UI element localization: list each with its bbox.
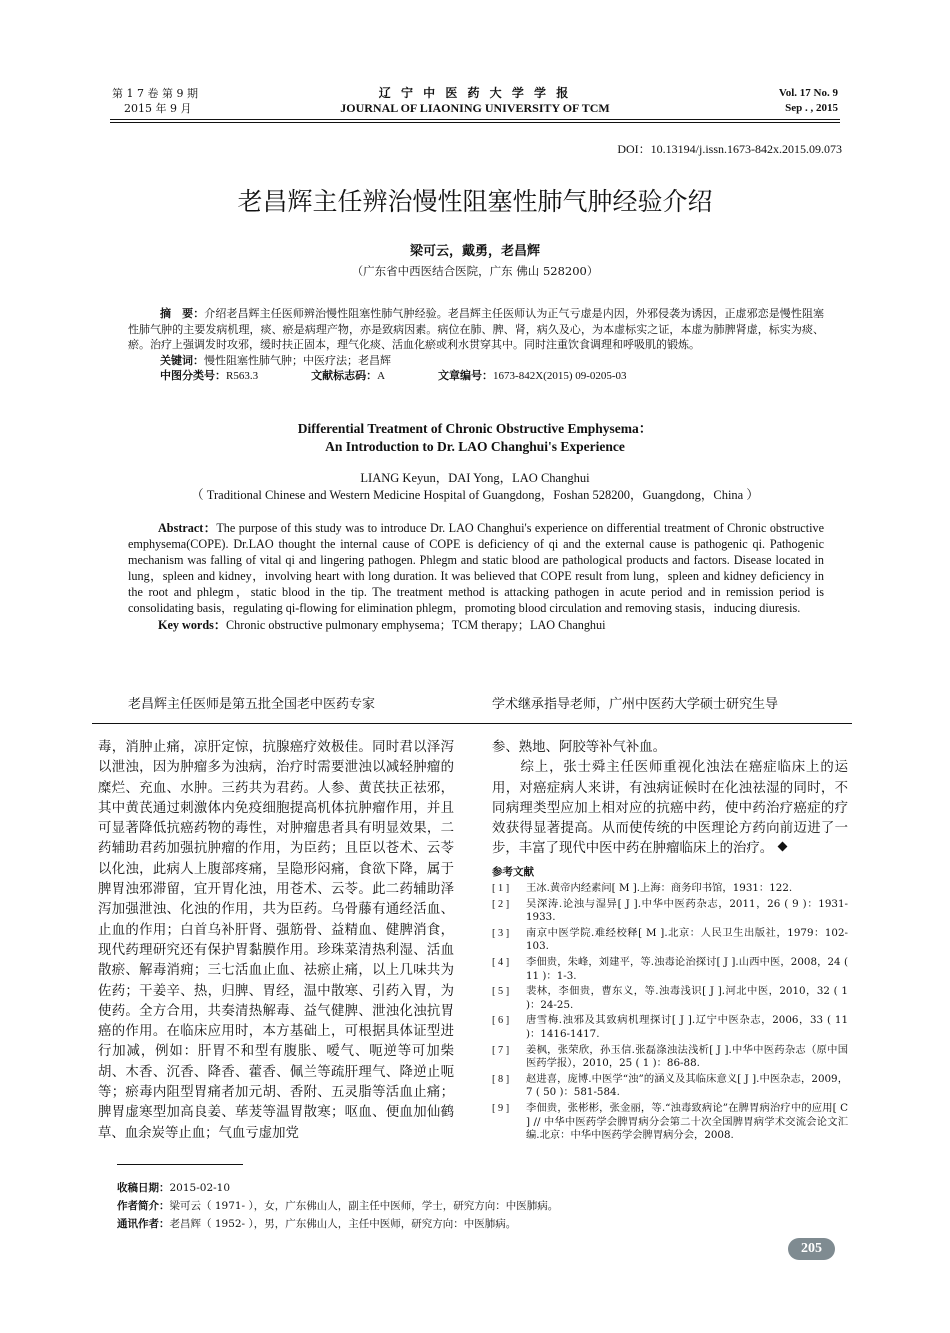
article-no-value: 1673-842X(2015) 09-0205-03: [493, 370, 627, 382]
doccode-value: A: [377, 370, 386, 382]
clc-value: R563.3: [226, 370, 259, 382]
authors-en-block: [0, 470, 950, 504]
header-volume-en: [779, 86, 838, 116]
keywords-cn: 慢性阻塞性肺气肿；中医疗法；老昌辉: [204, 353, 391, 367]
header-rule-bottom: [110, 122, 840, 123]
affiliation-en: （ Traditional Chinese and Western Medicine Hospital of Guangdong，Foshan 528200，Guangdong，China ）: [191, 488, 759, 502]
header-date-cn: 2015 年 9 月: [124, 102, 192, 115]
footnote-corresponding: [117, 1216, 516, 1232]
reference-item: [492, 1044, 848, 1071]
abstract-en-label: Abstract：: [158, 521, 217, 535]
corresponding-info: 老昌辉（ 1952- ），男，广东佛山人，主任中医师，研究方向：中医肺病。: [169, 1218, 517, 1230]
authors-cn: 梁可云，戴勇，老昌辉: [409, 244, 540, 259]
title-en-line1: Differential Treatment of Chronic Obstructive Emphysema：: [297, 421, 653, 436]
reference-item: [492, 956, 848, 983]
keywords-en: Chronic obstructive pulmonary emphysema；TCM therapy；LAO Changhui: [226, 617, 606, 632]
reference-number: [ 7 ]: [492, 1044, 510, 1056]
reference-item: [492, 1014, 848, 1041]
reference-text: 王冰.黄帝内经素问[ M ].上海：商务印书馆，1931：122.: [526, 882, 793, 895]
abstract-en: [128, 520, 824, 633]
authors-en: LIANG Keyun，DAI Yong，LAO Changhui: [360, 471, 590, 485]
reference-number: [ 2 ]: [492, 898, 510, 910]
reference-item: [492, 927, 848, 954]
body-right-column: [492, 738, 848, 1145]
reference-text: 唐雪梅.浊邪及其致病机理探讨[ J ].辽宁中医杂志，2006，33 ( 11 )：1416-1417.: [526, 1014, 848, 1041]
body-right-paragraphs: 参、熟地、阿胶等补气补血。 综上，张士舜主任医师重视化浊法在癌症临床上的运用，对癌症病人来讲，有浊病证候时在化浊祛湿的同时，不同病理类型应加上相对应的抗癌中药，使中药治疗癌症的疗效获得显著提高。从而使传统的中医理论方药向前迈进了一步，丰富了现代中医中药在肿瘤临床上的治疗。: [492, 740, 848, 857]
references-title: 参考文献: [492, 865, 534, 878]
references-list: [492, 882, 848, 1143]
title-en-line2: An Introduction to Dr. LAO Changhui's Experience: [325, 439, 625, 454]
page-number: 205: [788, 1238, 835, 1260]
reference-item: [492, 882, 848, 896]
reference-text: 李佃贵，朱峰，刘建平，等.浊毒论治探讨[ J ].山西中医，2008，24 ( 11 )：1-3.: [526, 956, 848, 982]
keywords-cn-label: 关键词：: [160, 353, 204, 367]
reference-text: 裴林，李佃贵，曹东义，等.浊毒浅识[ J ].河北中医，2010，32 ( 1 )：24-25.: [526, 985, 848, 1011]
received-date: 2015-02-10: [169, 1182, 231, 1194]
journal-name-en: JOURNAL OF LIAONING UNIVERSITY OF TCM: [340, 101, 610, 115]
reference-number: [ 8 ]: [492, 1073, 510, 1085]
end-mark-icon: [778, 842, 788, 852]
title-en: [0, 420, 950, 456]
body-left-column: [98, 738, 454, 1144]
abstract-cn: [128, 306, 824, 385]
reference-number: [ 5 ]: [492, 986, 510, 998]
doccode-label: 文献标志码：: [311, 369, 378, 382]
header-volume-cn: 第 1 7 卷 第 9 期: [112, 87, 198, 100]
doi: DOI：10.13194/j.issn.1673-842x.2015.09.073: [617, 142, 842, 156]
reference-item: [492, 985, 848, 1012]
reference-text: 赵进喜，庞博.中医学“浊”的涵义及其临床意义[ J ].中医杂志，2009，7 ( 50 )：581-584.: [526, 1072, 848, 1099]
abstract-cn-label: 摘 要：: [160, 307, 205, 320]
abstract-en-text: The purpose of this study was to introduce Dr. LAO Changhui's experience on differential treatment of Chronic obstructive emphysema(COPE). Dr.LAO thought the internal cause of COPE is deficiency of qi and the external cause is pathogenic qi. Pathogenic mechanism was falling of vital qi and lingering pathogen. Phlegm and static blood are pathological products and factors. Disease located in lung，spleen and kidney，involving heart with long duration. It was believed that COPE result from lung，spleen and kidney deficiency in the root and phlegm，static blood in the tip. The treatment method is attacking pathogen in acute period and in remission period is consolidating basis，regulating qi-flowing for elimination phlegm，promoting blood circulation and removing stasis，inducing diuresis.: [128, 521, 824, 616]
received-label: 收稿日期：: [117, 1182, 170, 1194]
reference-item: [492, 1102, 848, 1143]
reference-text: 姜枫，张荣欣，孙玉信.张磊涤浊法浅析[ J ].中华中医药杂志（原中国医药学报），2010，25 ( 1 )：86-88.: [526, 1043, 848, 1070]
reference-number: [ 3 ]: [492, 927, 510, 939]
reference-text: 南京中医学院.难经校释[ M ].北京：人民卫生出版社，1979：102-103.: [526, 926, 848, 953]
header-vol-no: Vol. 17 No. 9: [778, 87, 838, 99]
page-title: 老昌辉主任辨治慢性阻塞性肺气肿经验介绍: [237, 187, 713, 216]
reference-text: 吴深涛.论浊与湿异[ J ].中华中医药杂志，2011，26 ( 9 )：1931-1933.: [526, 897, 848, 924]
body-right-text: [492, 738, 848, 860]
reference-number: [ 4 ]: [492, 957, 510, 969]
reference-number: [ 9 ]: [492, 1102, 510, 1114]
reference-number: [ 6 ]: [492, 1015, 510, 1027]
intro-right: 学术继承指导老师，广州中医药大学硕士研究生导: [492, 697, 779, 712]
body-left-text: 毒，消肿止痛，凉肝定惊，抗腺癌疗效极佳。同时君以泽泻以泄浊，因为肿瘤多为浊病，治疗时需要泄浊以减轻肿瘤的糜烂、充血、水肿。三药共为君药。人参、黄芪扶正祛邪，其中黄芪通过刺激体内免疫细胞提高机体抗肿瘤作用，并且可显著降低抗癌药物的毒性，对肿瘤患者具有明显效果，二药辅助君药加强抗肿瘤的作用，为臣药；且臣以苍术、云苓以化浊，此病人上腹部疼痛，呈隐形闷痛，食欲下降，属于脾胃浊邪滞留，宜开胃化浊，用苍术、云苓。此二药辅助泽泻加强泄浊、化浊的作用，共为臣药。乌骨藤有通经活血、止血的作用；白首乌补肝肾、强筋骨、益精血、健脾消食，现代药理研究还有保护胃黏膜作用。珍珠菜清热利湿、活血散瘀、解毒消痈；三七活血止血、祛瘀止痛，以上几味共为佐药；干姜辛、热，归脾、胃经，温中散寒、引药入胃，为使药。全方合用，共奏清热解毒、益气健脾、泄浊化浊抗胃癌的作用。在临床应用时，本方基础上，可根据具体证型进行加减，例如：肝胃不和型有腹胀、嗳气、呃逆等可加柴胡、木香、沉香、降香、藿香、佩兰等疏肝理气、降逆止呃等；瘀毒内阻型胃痛者加元胡、香附、五灵脂等活血止痛；脾胃虚寒型加高良姜、荜茇等温胃散寒；呕血、便血加仙鹤草、血余炭等止血；气血亏虚加党: [98, 740, 454, 1141]
affiliation-cn: （广东省中西医结合医院，广东 佛山 528200）: [351, 264, 599, 278]
author-label: 作者简介：: [117, 1200, 170, 1212]
clc-label: 中图分类号：: [160, 369, 226, 382]
intro-left: 老昌辉主任医师是第五批全国老中医药专家: [128, 697, 376, 712]
footnote-received: [117, 1180, 230, 1196]
reference-text: 李佃贵，张彬彬，张金丽，等.“浊毒致病论”在脾胃病治疗中的应用[ C ] // 中华中医药学会脾胃病分会第二十次全国脾胃病学术交流会论文汇编.北京：中华中医药学会脾胃病分会，2008.: [526, 1101, 848, 1142]
abstract-cn-text: 介绍老昌辉主任医师辨治慢性阻塞性肺气肿经验。老昌辉主任医师认为正气亏虚是内因，外邪侵袭为诱因，正虚邪恋是慢性阻塞性肺气肿的主要发病机理，痰、瘀是病理产物，亦是致病因素。病位在肺、脾、肾，病久及心，为本虚标实之证，本虚为肺脾肾虚，标实为痰、瘀。治疗上强调发时攻邪，缓时扶正固本，理气化痰、活血化瘀或利水贯穿其中。同时注重饮食调理和呼吸肌的锻炼。: [128, 307, 825, 351]
corresponding-label: 通讯作者：: [117, 1218, 170, 1230]
reference-number: [ 1 ]: [492, 883, 510, 895]
journal-name-cn: 辽 宁 中 医 药 大 学 学 报: [378, 86, 572, 100]
article-no-label: 文章编号：: [438, 369, 494, 382]
reference-item: [492, 898, 848, 925]
header-date-en: Sep . , 2015: [785, 102, 838, 114]
header-rule-top: [110, 119, 840, 120]
author-info: 梁可云（ 1971- ），女，广东佛山人，副主任中医师，学士，研究方向：中医肺病。: [169, 1200, 559, 1212]
column-divider-rule: [92, 723, 852, 724]
keywords-en-label: Key words：: [158, 617, 227, 632]
footnote-rule: [117, 1164, 243, 1165]
reference-item: [492, 1073, 848, 1100]
footnote-author: [117, 1198, 558, 1214]
